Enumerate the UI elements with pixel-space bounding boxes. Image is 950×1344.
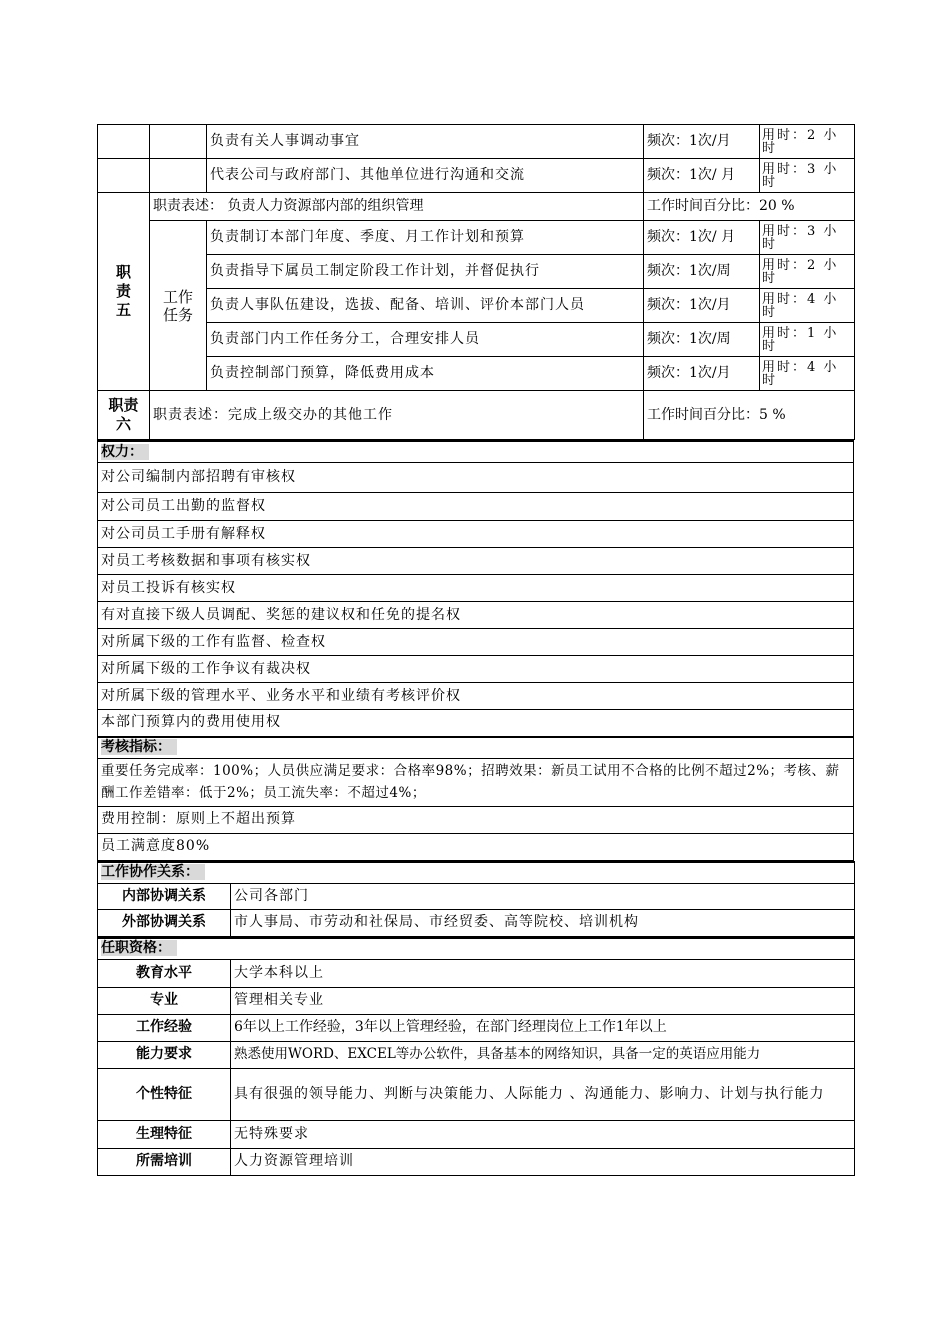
qual-label: 个性特征 bbox=[98, 1068, 231, 1120]
kpi-item: 员工满意度80% bbox=[98, 833, 854, 860]
duty6-percent: 工作时间百分比：5 % bbox=[644, 391, 855, 440]
task-text: 负责部门内工作任务分工，合理安排人员 bbox=[207, 323, 644, 357]
duty-row bbox=[98, 159, 855, 193]
qual-label: 生理特征 bbox=[98, 1120, 231, 1148]
coop-label: 内部协调关系 bbox=[98, 883, 231, 909]
kpi-item: 重要任务完成率：100%；人员供应满足要求：合格率98%；招聘效果：新员工试用不合格的比例不超过2%；考核、薪酬工作差错率：低于2%；员工流失率：不超过4%； bbox=[98, 758, 854, 806]
coop-value: 市人事局、市劳动和社保局、市经贸委、高等院校、培训机构 bbox=[231, 909, 855, 936]
duty-row bbox=[98, 323, 855, 357]
duty-row bbox=[98, 221, 855, 255]
kpi-item: 费用控制：原则上不超出预算 bbox=[98, 806, 854, 833]
task-label: 工作任务 bbox=[150, 221, 207, 391]
power-item: 对所属下级的工作争议有裁决权 bbox=[98, 656, 854, 683]
duty6-description: 职责表述：完成上级交办的其他工作 bbox=[150, 391, 644, 440]
power-item: 对所属下级的管理水平、业务水平和业绩有考核评价权 bbox=[98, 683, 854, 710]
duty6-row bbox=[98, 391, 855, 440]
task-text: 负责控制部门预算，降低费用成本 bbox=[207, 357, 644, 391]
power-item: 对员工考核数据和事项有核实权 bbox=[98, 548, 854, 575]
task-time: 用时：1 小时 bbox=[760, 323, 855, 357]
coop-value: 公司各部门 bbox=[231, 883, 855, 909]
qual-value: 具有很强的领导能力、判断与决策能力、人际能力 、沟通能力、影响力、计划与执行能力 bbox=[231, 1068, 855, 1120]
powers-table bbox=[97, 440, 854, 861]
qual-table bbox=[97, 937, 855, 1176]
task-frequency: 频次：1次/周 bbox=[644, 323, 760, 357]
job-description-sheet bbox=[97, 124, 854, 1176]
task-time: 用时：3 小时 bbox=[760, 159, 855, 193]
duties-table bbox=[97, 124, 855, 440]
task-time: 用时：4 小时 bbox=[760, 357, 855, 391]
qual-value: 熟悉使用WORD、EXCEL等办公软件，具备基本的网络知识，具备一定的英语应用能力 bbox=[231, 1041, 855, 1068]
powers-title: 权力： bbox=[98, 441, 854, 463]
duty5-label: 职责五 bbox=[98, 193, 150, 391]
qual-value: 无特殊要求 bbox=[231, 1120, 855, 1148]
task-text: 负责指导下属员工制定阶段工作计划，并督促执行 bbox=[207, 255, 644, 289]
task-text: 负责有关人事调动事宜 bbox=[207, 125, 644, 159]
power-item: 对员工投诉有核实权 bbox=[98, 575, 854, 602]
qual-title: 任职资格： bbox=[98, 938, 855, 960]
power-item: 本部门预算内的费用使用权 bbox=[98, 710, 854, 737]
task-frequency: 频次：1次/周 bbox=[644, 255, 760, 289]
qual-label: 专业 bbox=[98, 987, 231, 1014]
task-time: 用时：2 小时 bbox=[760, 255, 855, 289]
qual-value: 管理相关专业 bbox=[231, 987, 855, 1014]
power-item: 对公司编制内部招聘有审核权 bbox=[98, 463, 854, 493]
kpi-title: 考核指标： bbox=[98, 737, 854, 759]
coop-label: 外部协调关系 bbox=[98, 909, 231, 936]
task-frequency: 频次：1次/月 bbox=[644, 289, 760, 323]
power-item: 有对直接下级人员调配、奖惩的建议权和任免的提名权 bbox=[98, 602, 854, 629]
duty-row bbox=[98, 255, 855, 289]
task-text: 代表公司与政府部门、其他单位进行沟通和交流 bbox=[207, 159, 644, 193]
task-text: 负责人事队伍建设，选拔、配备、培训、评价本部门人员 bbox=[207, 289, 644, 323]
duty5-description: 职责表述： 负责人力资源部内部的组织管理 bbox=[150, 193, 644, 221]
duty-row bbox=[98, 357, 855, 391]
qual-value: 大学本科以上 bbox=[231, 959, 855, 987]
qual-label: 教育水平 bbox=[98, 959, 231, 987]
qual-label: 能力要求 bbox=[98, 1041, 231, 1068]
power-item: 对所属下级的工作有监督、检查权 bbox=[98, 629, 854, 656]
task-time: 用时：3 小时 bbox=[760, 221, 855, 255]
qual-value: 6年以上工作经验，3年以上管理经验，在部门经理岗位上工作1年以上 bbox=[231, 1014, 855, 1041]
duty-row bbox=[98, 125, 855, 159]
task-frequency: 频次：1次/ 月 bbox=[644, 159, 760, 193]
qual-value: 人力资源管理培训 bbox=[231, 1148, 855, 1175]
duty-row bbox=[98, 289, 855, 323]
task-text: 负责制订本部门年度、季度、月工作计划和预算 bbox=[207, 221, 644, 255]
power-item: 对公司员工出勤的监督权 bbox=[98, 493, 854, 521]
duty5-desc-row bbox=[98, 193, 855, 221]
task-frequency: 频次：1次/ 月 bbox=[644, 221, 760, 255]
task-time: 用时：4 小时 bbox=[760, 289, 855, 323]
duty5-percent: 工作时间百分比：20 % bbox=[644, 193, 855, 221]
task-time: 用时：2 小时 bbox=[760, 125, 855, 159]
qual-label: 工作经验 bbox=[98, 1014, 231, 1041]
coop-title: 工作协作关系： bbox=[98, 862, 855, 884]
duty6-label: 职责六 bbox=[98, 391, 150, 440]
task-frequency: 频次：1次/月 bbox=[644, 125, 760, 159]
task-frequency: 频次：1次/月 bbox=[644, 357, 760, 391]
coop-table bbox=[97, 861, 855, 937]
power-item: 对公司员工手册有解释权 bbox=[98, 521, 854, 548]
qual-label: 所需培训 bbox=[98, 1148, 231, 1175]
